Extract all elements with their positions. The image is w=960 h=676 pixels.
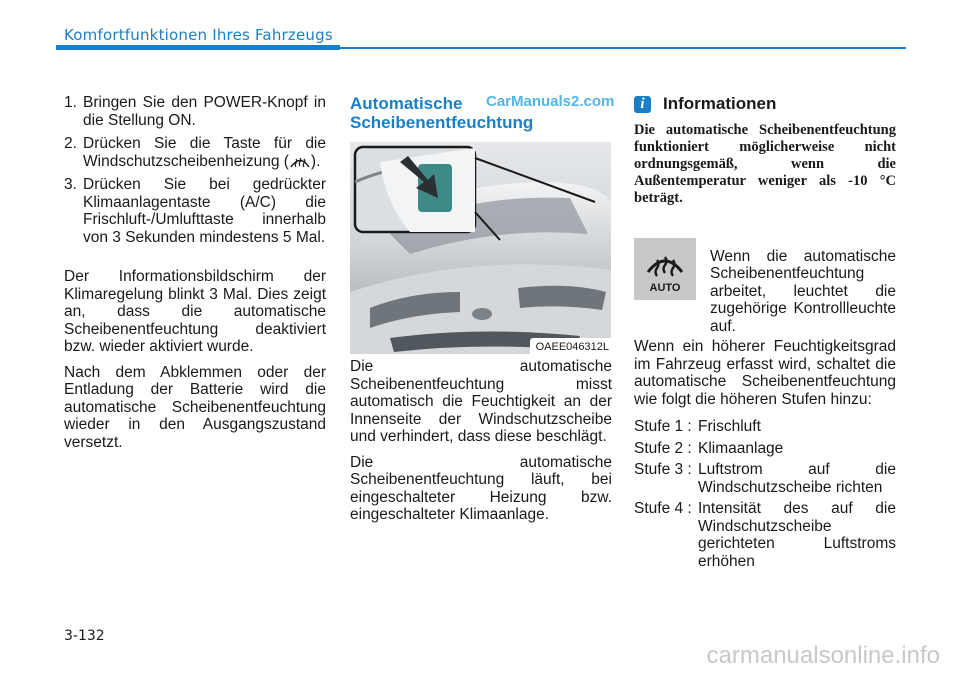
stage-text: Luftstrom auf die Windschutzscheibe richten — [698, 461, 896, 496]
step-text-before: Drücken Sie die Taste für die Windschutzscheibenheizung ( — [83, 135, 326, 170]
step-item — [64, 176, 326, 246]
section-header-title: Komfortfunktionen Ihres Fahrzeugs — [64, 26, 333, 44]
info-icon: i — [634, 96, 651, 113]
step-number: 1. — [64, 94, 77, 111]
stage-label: Stufe 1 : — [634, 418, 692, 435]
column-left — [64, 94, 326, 451]
stage-label: Stufe 2 : — [634, 439, 692, 457]
info-paragraph: Die automatische Scheibenentfeuchtung funktioniert möglicherweise nicht ordnungsgemäß, wenn die Außentemperatur weniger als -10 °C beträgt. — [634, 122, 896, 206]
body-paragraph: Der Informationsbildschirm der Klimaregelung blinkt 3 Mal. Dies zeigt an, dass die automatische Scheibenentfeuchtung deaktiviert bzw. wieder aktiviert wurde. — [64, 268, 326, 355]
stage-label: Stufe 3 : — [634, 461, 692, 478]
footer-watermark: carmanualsonline.info — [706, 642, 940, 669]
section-title-line: Automatische — [350, 94, 463, 113]
step-item — [64, 135, 326, 170]
header-rule-thin — [340, 47, 906, 49]
page-number: 3-132 — [64, 628, 105, 644]
stage-text: Klimaanlage — [698, 439, 784, 457]
step-item — [64, 94, 326, 129]
step-number: 2. — [64, 135, 77, 152]
column-middle-text — [350, 358, 612, 524]
info-title: Informationen — [663, 94, 777, 114]
body-paragraph: Die automatische Scheibenentfeuchtung läuft, bei eingeschalteter Heizung bzw. eingeschalteter Klimaanlage. — [350, 453, 612, 523]
column-right — [634, 94, 896, 207]
car-illustration-graphic — [350, 142, 611, 354]
watermark-logo-text: CarManuals2.com — [486, 93, 615, 110]
figure-code: OAEE046312L — [530, 338, 611, 354]
step-text: Drücken Sie bei gedrückter Klimaanlagentaste (A/C) die Frischluft-/Umlufttaste innerhalb von 3 Sekunden mindestens 5 Mal. — [83, 176, 326, 246]
auto-paragraph: Wenn die automatische Scheibenentfeuchtung arbeitet, leuchtet die zugehörige Kontrollleuchte auf. — [710, 247, 896, 335]
section-title-line: Scheibenentfeuchtung — [350, 113, 534, 132]
stage-item — [634, 461, 896, 496]
windshield-defrost-icon — [289, 153, 311, 169]
stage-label: Stufe 4 : — [634, 500, 692, 517]
column-right-lower — [634, 338, 896, 574]
step-text-after: ). — [310, 152, 321, 170]
step-number: 3. — [64, 176, 77, 193]
header-rule-thick — [56, 45, 340, 50]
stage-text: Frischluft — [698, 418, 761, 435]
body-paragraph: Nach dem Abklemmen oder der Entladung der Batterie wird die automatische Scheibenentfeuchtung wieder in den Ausgangszustand versetzt. — [64, 363, 326, 451]
stage-item — [634, 418, 896, 436]
info-header — [634, 94, 896, 114]
step-text: Bringen Sie den POWER-Knopf in die Stellung ON. — [83, 94, 326, 129]
body-paragraph: Die automatische Scheibenentfeuchtung misst automatisch die Feuchtigkeit an der Innenseite der Windschutzscheibe und verhindert, dass diese beschlägt. — [350, 358, 612, 445]
step-text — [83, 135, 326, 170]
stage-item — [634, 500, 896, 570]
auto-defog-icon — [634, 238, 696, 300]
car-windshield-illustration — [350, 142, 611, 354]
stage-text: Intensität des auf die Windschutzscheibe gerichteten Luftstroms erhöhen — [698, 500, 896, 570]
humidity-paragraph: Wenn ein höherer Feuchtigkeitsgrad im Fahrzeug erfasst wird, schaltet die automatische Scheibenentfeuchtung wie folgt die höheren Stufen hinzu: — [634, 338, 896, 408]
auto-defog-indicator — [634, 238, 696, 300]
stage-list — [634, 418, 896, 570]
stage-item — [634, 440, 896, 458]
auto-label: AUTO — [649, 282, 681, 294]
